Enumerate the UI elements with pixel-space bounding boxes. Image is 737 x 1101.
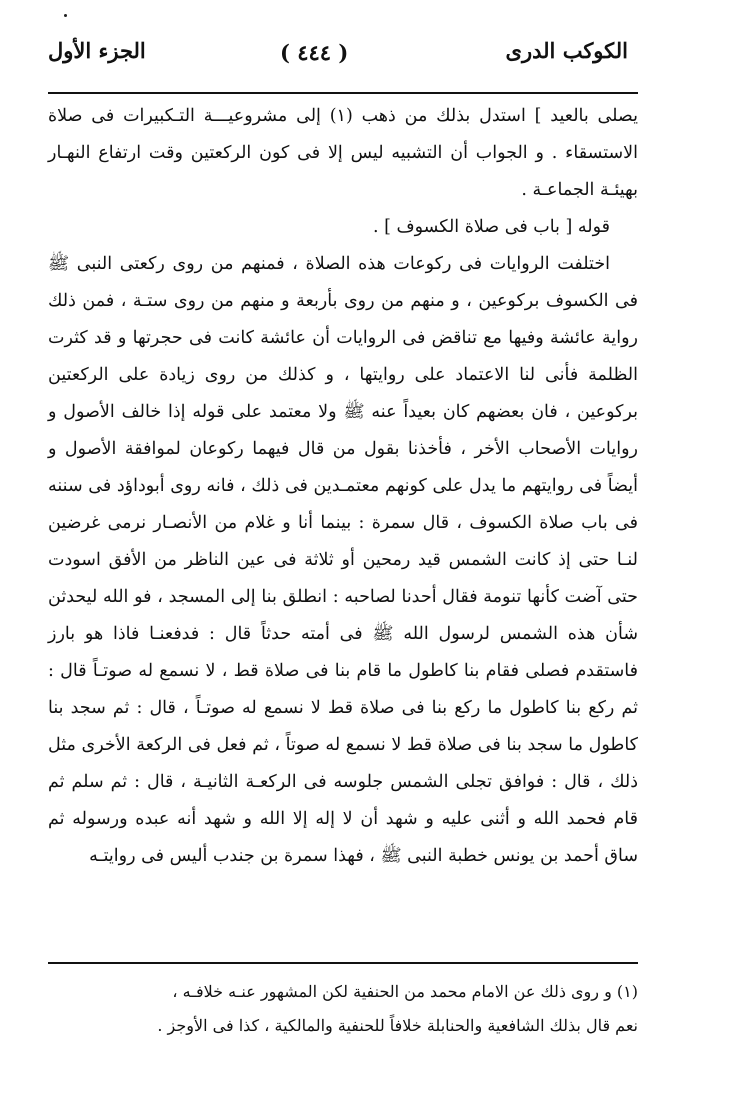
page-header — [48, 38, 628, 84]
running-title: الكوكب الدرى — [505, 38, 628, 63]
header-divider — [48, 92, 638, 94]
volume-label: الجزء الأول — [48, 38, 146, 63]
footnote-line: نعم قال بذلك الشافعية والحنابلة خلافاً للحنفية والمالكية ، كذا فى الأوجز . — [157, 1016, 638, 1035]
section-heading: قوله [ باب فى صلاة الكسوف ] . — [372, 217, 610, 237]
main-text — [48, 98, 638, 875]
footnote-line: (١) و روى ذلك عن الامام محمد من الحنفية لكن المشهور عنـه خلافـه ، — [172, 982, 638, 1001]
footnotes — [55, 975, 638, 1043]
scan-speck — [64, 14, 67, 17]
page-number: ( ٤٤٤ ) — [280, 40, 349, 65]
footnote-divider — [48, 962, 638, 964]
paragraph-kusuf: اختلفت الروايات فى ركوعات هذه الصلاة ، فمنهم من روى ركعتى النبى ﷺ فى الكسوف بركوعين ، و منهم من روى بأربعة و منهم من روى ستـة ، فمن ذلك رواية عائشة وفيها مع تناقض فى الروايات أن عائشة كانت فى حجرتها و قد كثرت الظلمة فأنى لنا الاعتماد على روايتها ، و كذلك من روى زيادة على الركعتين بركوعين ، فان بعضهم كان بعيداً عنه ﷺ ولا معتمد على قوله إذا خالف الأصول و روايات الأصحاب الأخر ، فأخذنا بقول من قال فيهما ركوعان لموافقة الأصول و أيضاً فى روايتهم ما يدل على كونهم معتمـدين فى ذلك ، فانه روى أبوداؤد فى سننه فى باب صلاة الكسوف ، قال سمرة : بينما أنا و غلام من الأنصـار نرمى غرضين لنـا حتى إذ كانت الشمس قيد رمحين أو ثلاثة فى عين الناظر من الأفق اسودت حتى آضت كأنها تنومة فقال أحدنا لصاحبه : انطلق بنا إلى المسجد ، فو الله ليحدثن شأن هذه الشمس لرسول الله ﷺ فى أمته حدثاً قال : فدفعنـا فاذا هو بارز فاستقدم فصلى فقام بنا كاطول ما قام بنا فى صلاة قط ، لا نسمع له صوتـاً قال : ثم ركع بنا كاطول ما ركع بنا فى صلاة قط لا نسمع له صوتـاً ، قال : ثم سجد بنا كاطول ما سجد بنا فى صلاة قط لا نسمع له صوتاً ، ثم فعل فى الركعة الأخرى مثل ذلك ، قال : فوافق تجلى الشمس جلوسه فى الركعـة الثانيـة ، قال : ثم سلم ثم قام فحمد الله و أثنى عليه و شهد أن لا إله إلا الله و شهد أنه عبده ورسوله ثم ساق أحمد بن يونس خطبة النبى ﷺ ، فهذا سمرة بن جندب أليس فى روايتـه — [48, 254, 638, 866]
paragraph-continuation: يصلى بالعيد ] استدل بذلك من ذهب (١) إلى مشروعيـــة التـكبيرات فى صلاة الاستسقاء . و الجواب أن التشبيه ليس إلا فى كون الركعتين وقت ارتفاع النهـار بهيئـة الجماعـة . — [48, 106, 638, 200]
